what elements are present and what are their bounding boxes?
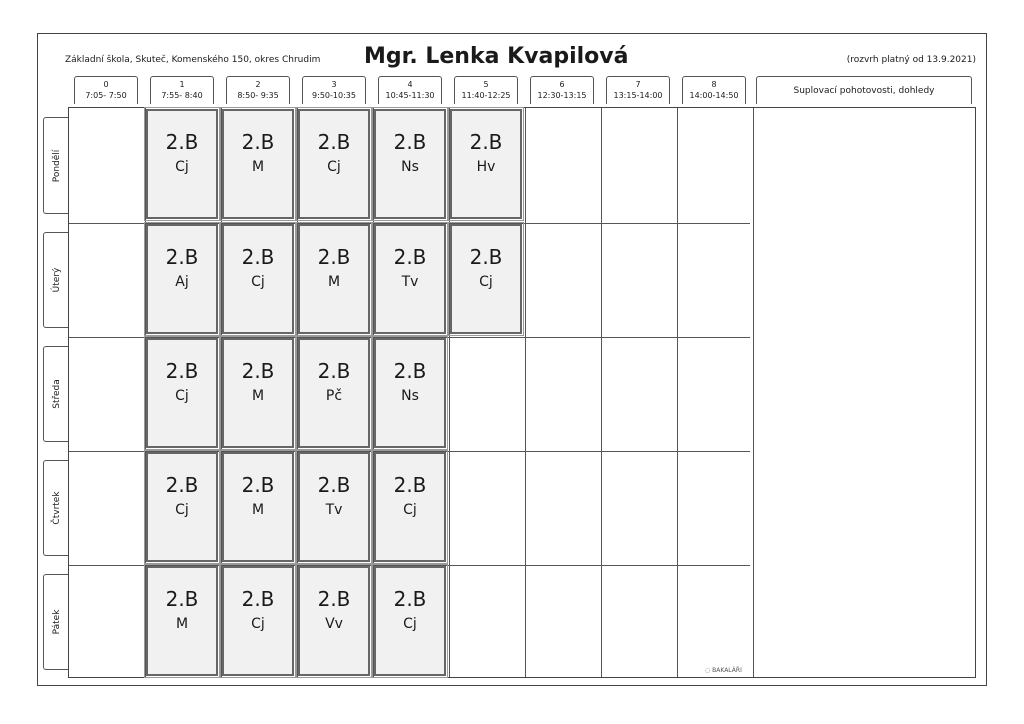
period-header-6 — [530, 76, 594, 104]
lesson-class: 2.B — [317, 359, 351, 383]
bakalari-logo: ◌ BAKALÁŘI — [705, 667, 742, 674]
period-time: 12:30-13:15 — [537, 91, 587, 100]
period-number: 4 — [407, 80, 413, 89]
period-header-4 — [378, 76, 442, 104]
valid-from: (rozvrh platný od 13.9.2021) — [846, 55, 976, 65]
grid-column-line — [753, 108, 754, 677]
period-number: 1 — [179, 80, 185, 89]
lesson-class: 2.B — [469, 130, 503, 154]
lesson-cell[interactable] — [298, 452, 370, 562]
lesson-class: 2.B — [165, 359, 199, 383]
day-label — [43, 232, 69, 328]
lesson-subject: Hv — [476, 159, 496, 175]
lesson-class: 2.B — [165, 245, 199, 269]
lesson-cell[interactable] — [222, 109, 294, 219]
period-number: 2 — [255, 80, 261, 89]
day-label — [43, 117, 69, 214]
lesson-cell[interactable] — [146, 452, 218, 562]
day-label — [43, 460, 69, 556]
lesson-subject: Ns — [401, 159, 419, 175]
supl-header: Suplovací pohotovosti, dohledy — [756, 76, 972, 104]
lesson-cell[interactable] — [146, 109, 218, 219]
lesson-class: 2.B — [317, 587, 351, 611]
lesson-class: 2.B — [393, 245, 427, 269]
period-number: 5 — [483, 80, 489, 89]
lesson-cell[interactable] — [146, 338, 218, 448]
lesson-cell[interactable] — [374, 224, 446, 334]
lesson-class: 2.B — [241, 130, 275, 154]
lesson-class: 2.B — [165, 473, 199, 497]
lesson-subject: M — [175, 616, 189, 632]
lesson-subject: Aj — [175, 274, 189, 290]
day-name: Pátek — [51, 609, 62, 635]
day-name: Čtvrtek — [51, 491, 62, 525]
day-name: Pondělí — [51, 149, 62, 182]
lesson-subject: Ns — [401, 388, 419, 404]
lesson-subject: Cj — [403, 616, 417, 632]
school-name: Základní škola, Skuteč, Komenského 150, okres Chrudim — [65, 55, 321, 65]
lesson-class: 2.B — [393, 473, 427, 497]
lesson-cell[interactable] — [298, 109, 370, 219]
lesson-subject: M — [251, 502, 265, 518]
day-name: Středa — [51, 379, 62, 409]
period-number: 7 — [635, 80, 641, 89]
lesson-subject: Pč — [325, 388, 343, 404]
day-label — [43, 574, 69, 670]
lesson-class: 2.B — [393, 359, 427, 383]
period-number: 3 — [331, 80, 337, 89]
lesson-subject: Tv — [401, 274, 419, 290]
lesson-class: 2.B — [165, 587, 199, 611]
lesson-subject: Cj — [175, 388, 189, 404]
lesson-cell[interactable] — [374, 338, 446, 448]
period-number: 0 — [103, 80, 109, 89]
period-time: 14:00-14:50 — [689, 91, 739, 100]
lesson-subject: Cj — [251, 274, 265, 290]
lesson-cell[interactable] — [374, 452, 446, 562]
day-label — [43, 346, 69, 442]
period-time: 8:50- 9:35 — [237, 91, 279, 100]
period-time: 11:40-12:25 — [461, 91, 511, 100]
lesson-subject: Cj — [403, 502, 417, 518]
lesson-subject: M — [251, 388, 265, 404]
lesson-cell[interactable] — [222, 452, 294, 562]
period-header-2 — [226, 76, 290, 104]
period-header-3 — [302, 76, 366, 104]
period-time: 7:05- 7:50 — [85, 91, 127, 100]
lesson-cell[interactable] — [146, 566, 218, 676]
period-time: 9:50-10:35 — [312, 91, 356, 100]
period-number: 6 — [559, 80, 565, 89]
lesson-class: 2.B — [241, 587, 275, 611]
lesson-subject: Cj — [175, 502, 189, 518]
lesson-cell[interactable] — [146, 224, 218, 334]
grid-column-line — [601, 108, 602, 677]
lesson-subject: Cj — [327, 159, 341, 175]
lesson-class: 2.B — [317, 130, 351, 154]
period-header-0 — [74, 76, 138, 104]
lesson-class: 2.B — [165, 130, 199, 154]
lesson-class: 2.B — [393, 130, 427, 154]
period-header-1 — [150, 76, 214, 104]
lesson-subject: Tv — [325, 502, 343, 518]
lesson-subject: Vv — [325, 616, 343, 632]
period-header-8 — [682, 76, 746, 104]
lesson-cell[interactable] — [450, 224, 522, 334]
lesson-subject: Cj — [479, 274, 493, 290]
period-time: 13:15-14:00 — [613, 91, 663, 100]
lesson-cell[interactable] — [298, 338, 370, 448]
lesson-cell[interactable] — [222, 224, 294, 334]
grid-column-line — [525, 108, 526, 677]
lesson-class: 2.B — [241, 359, 275, 383]
lesson-cell[interactable] — [374, 566, 446, 676]
lesson-class: 2.B — [317, 245, 351, 269]
period-time: 10:45-11:30 — [385, 91, 435, 100]
lesson-cell[interactable] — [222, 338, 294, 448]
teacher-name: Mgr. Lenka Kvapilová — [364, 44, 629, 69]
lesson-class: 2.B — [241, 245, 275, 269]
lesson-cell[interactable] — [374, 109, 446, 219]
period-header-7 — [606, 76, 670, 104]
lesson-class: 2.B — [469, 245, 503, 269]
period-number: 8 — [711, 80, 717, 89]
lesson-subject: Cj — [251, 616, 265, 632]
period-time: 7:55- 8:40 — [161, 91, 203, 100]
lesson-class: 2.B — [317, 473, 351, 497]
grid-column-line — [677, 108, 678, 677]
lesson-class: 2.B — [241, 473, 275, 497]
period-header-5 — [454, 76, 518, 104]
lesson-subject: Cj — [175, 159, 189, 175]
lesson-cell[interactable] — [450, 109, 522, 219]
day-name: Úterý — [51, 267, 62, 293]
lesson-subject: M — [251, 159, 265, 175]
lesson-subject: M — [327, 274, 341, 290]
lesson-cell[interactable] — [298, 566, 370, 676]
lesson-cell[interactable] — [298, 224, 370, 334]
lesson-class: 2.B — [393, 587, 427, 611]
lesson-cell[interactable] — [222, 566, 294, 676]
